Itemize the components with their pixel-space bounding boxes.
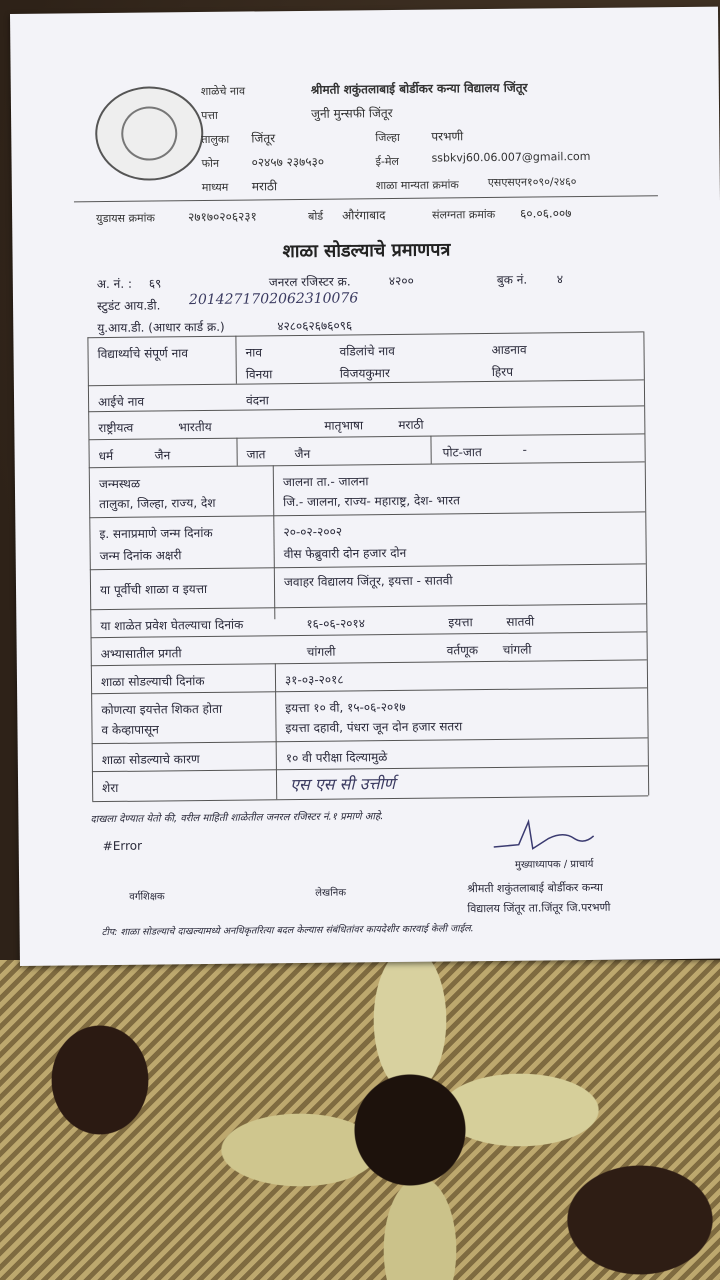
- dob-words-label: जन्म दिनांक अक्षरी: [99, 548, 182, 564]
- recognition-number: एसएसएन१०९०/२४६०: [487, 175, 577, 190]
- clerk: लेखनिक: [315, 887, 347, 899]
- principal-signature: [488, 816, 598, 857]
- father-name-label: वडिलांचे नाव: [339, 343, 395, 359]
- birthplace-city: जालना ता.- जालना: [282, 474, 369, 490]
- admission-class-label: इयत्ता: [448, 615, 473, 630]
- student-id: 2014271702062310076: [188, 290, 359, 309]
- address-label: पत्ता: [201, 108, 218, 123]
- leaving-reason-label: शाळा सोडल्याचे कारण: [101, 752, 200, 768]
- book-number: ४: [556, 272, 564, 287]
- first-name: विनया: [245, 367, 273, 382]
- leaving-certificate-sheet: [10, 7, 720, 966]
- error-text: #Error: [102, 838, 143, 854]
- taluka-label: तालुका: [201, 132, 230, 147]
- caste-label: जात: [246, 447, 266, 462]
- dob: २०-०२-२००२: [283, 524, 343, 540]
- first-name-label: नाव: [245, 345, 263, 360]
- phone-label: फोन: [201, 156, 220, 171]
- book-label: बुक नं.: [496, 272, 528, 287]
- nationality: भारतीय: [178, 419, 212, 435]
- mother-name: वंदना: [245, 393, 269, 408]
- subcaste-label: पोट-जात: [442, 445, 482, 460]
- studying-since: इयत्ता दहावी, पंधरा जून दोन हजार सतरा: [285, 719, 463, 736]
- board-label: बोर्ड: [308, 209, 324, 223]
- footer-note: टीप: शाळा सोडल्याचे दाखल्यामध्ये अनधिकृतरित्या बदल केल्यास संबंधितांवर कायदेशीर कारवाई केली जाईल.: [101, 923, 474, 939]
- dob-words: वीस फेब्रुवारी दोन हजार दोन: [283, 545, 407, 562]
- recognition-label: शाळा मान्यता क्रमांक: [375, 178, 459, 193]
- class-teacher: वर्गशिक्षक: [129, 891, 165, 903]
- medium: मराठी: [251, 179, 278, 194]
- address: जुनी मुन्सफी जिंतूर: [310, 105, 393, 121]
- certificate-title: शाळा सोडल्याचे प्रमाणपत्र: [282, 239, 451, 263]
- register-number: ४२००: [388, 273, 414, 289]
- leaving-date: ३१-०३-२०१८: [284, 672, 344, 688]
- board: औरंगाबाद: [342, 208, 386, 223]
- surname: हिरप: [491, 364, 514, 379]
- principal-school-line2: विद्यालय जिंतूर ता.जिंतूर जि.परभणी: [467, 900, 611, 916]
- udise-number: २७१७०२०६२३१: [188, 209, 257, 225]
- studying-since-label: व केव्हापासून: [101, 722, 159, 738]
- principal-school-line1: श्रीमती शकुंतलाबाई बोर्डीकर कन्या: [467, 880, 603, 896]
- religion-label: धर्म: [98, 448, 114, 464]
- remark-label: शेरा: [102, 780, 119, 796]
- school-emblem: [95, 86, 204, 181]
- taluka: जिंतूर: [251, 131, 276, 146]
- full-name-label: विद्यार्थ्याचे संपूर्ण नाव: [97, 346, 189, 362]
- mother-name-label: आईचे नाव: [97, 394, 145, 410]
- conduct-label: वर्तणूक: [446, 643, 479, 658]
- school-name: श्रीमती शकुंतलाबाई बोर्डीकर कन्या विद्यालय जिंतूर: [310, 80, 528, 97]
- caste: जैन: [294, 446, 311, 462]
- email: ssbkvj60.06.007@gmail.com: [431, 149, 591, 165]
- admission-date-label: या शाळेत प्रवेश घेतल्याचा दिनांक: [100, 617, 244, 634]
- uid-label: यु.आय.डी. (आधार कार्ड क्र.): [97, 319, 225, 336]
- surname-label: आडनाव: [491, 342, 527, 357]
- uid-number: ४२८०६२६७६०९६: [277, 318, 353, 334]
- district: परभणी: [431, 129, 464, 144]
- studying-class-label: कोणत्या इयत्तेत शिकत होता: [101, 701, 223, 718]
- certification-text: दाखला देण्यात येतो की, वरील माहिती शाळेतील जनरल रजिस्टर नं.१ प्रमाणे आहे.: [90, 811, 384, 826]
- birthplace-label: जन्मस्थळ: [98, 476, 141, 492]
- leaving-date-label: शाळा सोडल्याची दिनांक: [100, 674, 205, 690]
- previous-school: जवाहर विद्यालय जिंतूर, इयत्ता - सातवी: [283, 573, 453, 590]
- conduct: चांगली: [502, 642, 532, 657]
- progress-label: अभ्यासातील प्रगती: [100, 646, 182, 662]
- birthplace-sublabel: तालुका, जिल्हा, राज्य, देश: [99, 495, 216, 512]
- mother-tongue: मराठी: [398, 417, 424, 432]
- remark: एस एस सी उत्तीर्ण: [289, 774, 396, 795]
- religion: जैन: [154, 448, 171, 463]
- district-label: जिल्हा: [375, 130, 400, 145]
- father-name: विजयकुमार: [339, 366, 390, 381]
- nationality-label: राष्ट्रीयत्व: [98, 420, 134, 436]
- serial-label: अ. नं. :: [96, 276, 133, 292]
- fabric-background: [0, 960, 720, 1280]
- register-label: जनरल रजिस्टर क्र.: [268, 274, 351, 290]
- school-name-label: शाळेचे नाव: [200, 84, 246, 99]
- studying-class: इयत्ता १० वी, १५-०६-२०१७: [285, 699, 406, 716]
- admission-class: सातवी: [506, 614, 535, 629]
- medium-label: माध्यम: [201, 180, 229, 195]
- subcaste: -: [522, 442, 528, 457]
- leaving-reason: १० वी परीक्षा दिल्यामुळे: [285, 750, 388, 766]
- affiliation-number: ६०.०६.००७: [520, 206, 572, 221]
- dob-label: इ. सनाप्रमाणे जन्म दिनांक: [99, 525, 213, 542]
- admission-date: १६-०६-२०१४: [306, 616, 366, 631]
- principal-title: मुख्याध्यापक / प्राचार्य: [514, 858, 594, 871]
- udise-label: युडायस क्रमांक: [96, 211, 155, 226]
- affiliation-label: संलग्नता क्रमांक: [432, 207, 496, 222]
- student-id-label: स्टुडंट आय.डी.: [96, 298, 161, 314]
- mother-tongue-label: मातृभाषा: [324, 418, 364, 433]
- email-label: ई-मेल: [375, 154, 400, 169]
- previous-school-label: या पूर्वीची शाळा व इयत्ता: [99, 581, 208, 598]
- progress: चांगली: [306, 644, 336, 659]
- birthplace-details: जि.- जालना, राज्य- महाराष्ट्र, देश- भारत: [283, 493, 460, 510]
- phone: ०२४५७ २३७५३०: [251, 154, 325, 170]
- serial-number: ६९: [148, 276, 162, 291]
